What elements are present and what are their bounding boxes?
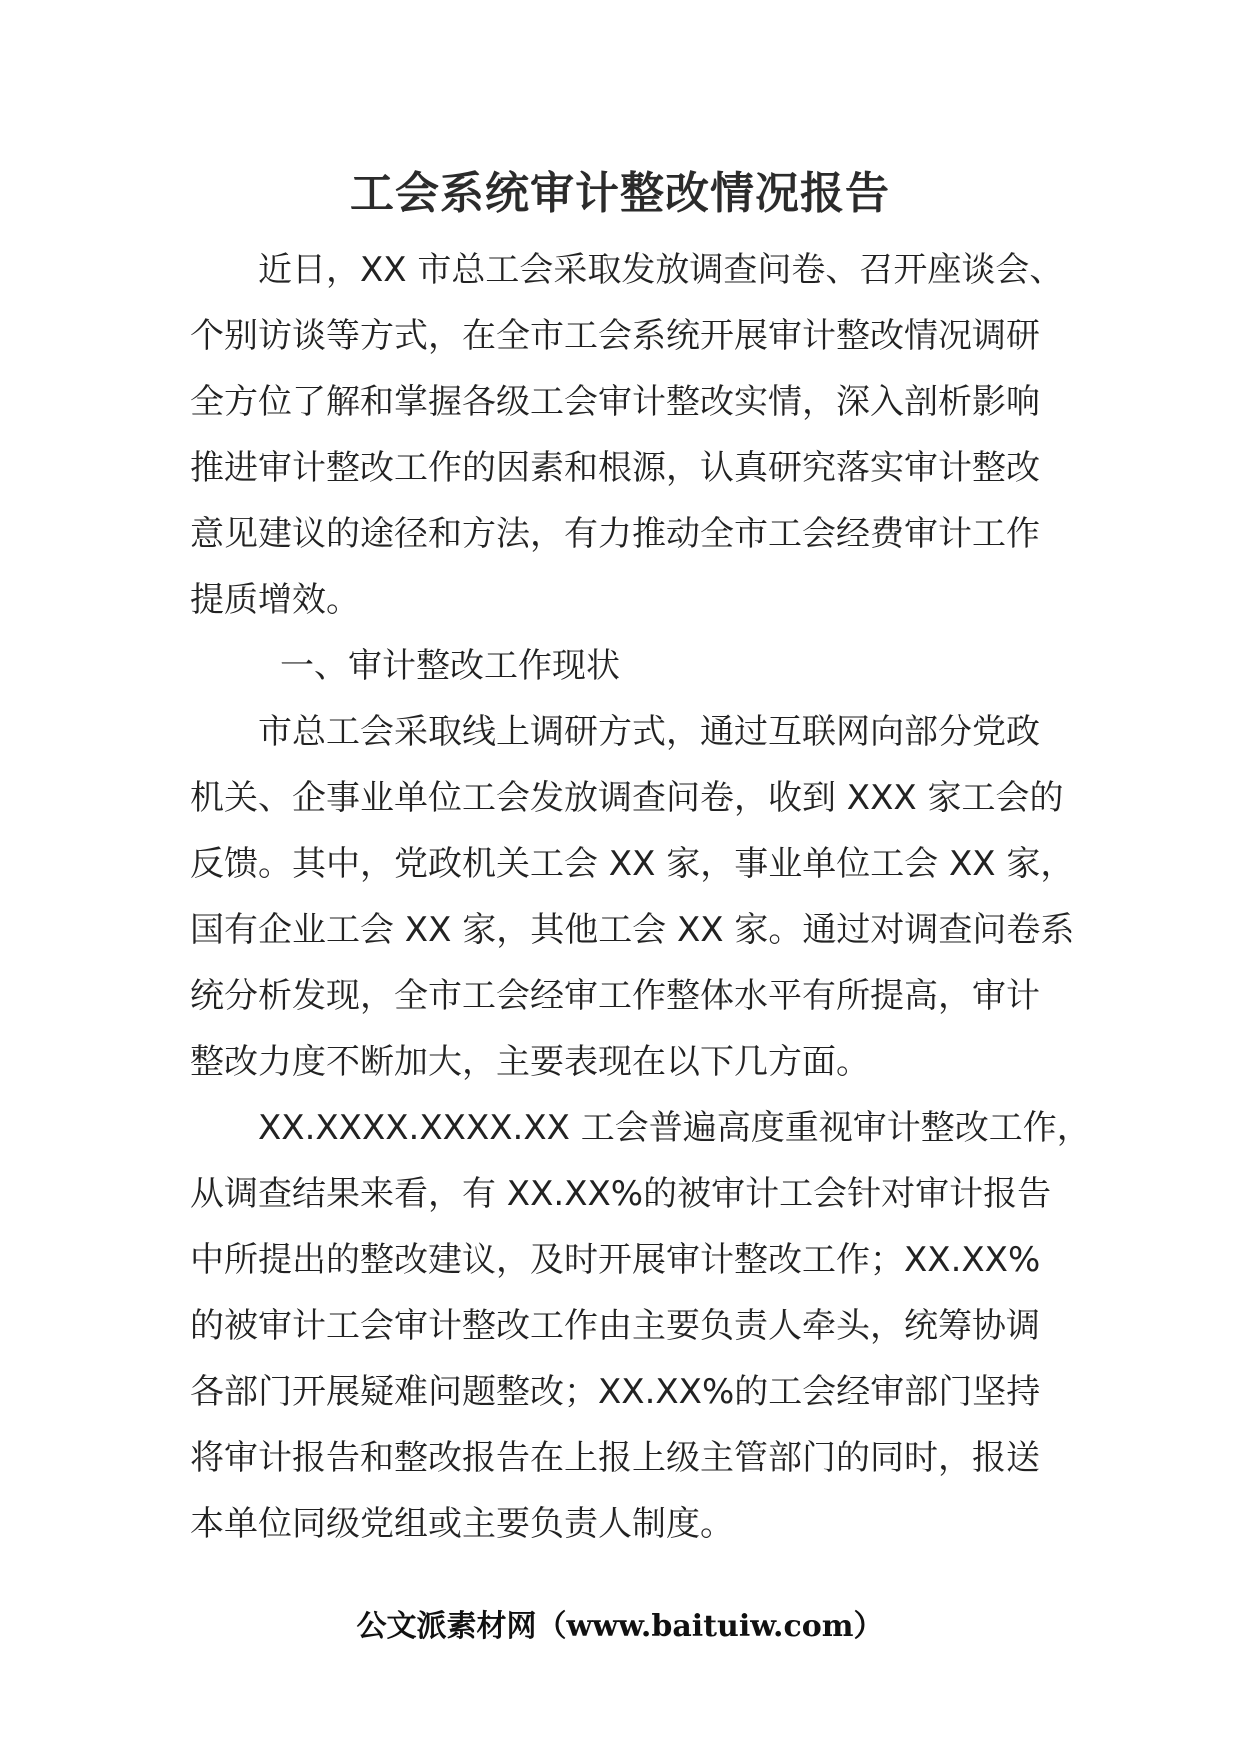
paragraph-line: 全方位了解和掌握各级工会审计整改实情，深入剖析影响 — [190, 382, 1040, 422]
paragraph-line: 统分析发现，全市工会经审工作整体水平有所提高，审计 — [190, 976, 1040, 1016]
document-title: 工会系统审计整改情况报告 — [350, 168, 890, 219]
paragraph-line: 个别访谈等方式，在全市工会系统开展审计整改情况调研 — [190, 316, 1040, 356]
paragraph-line: 近日，XX 市总工会采取发放调查问卷、召开座谈会、 — [258, 250, 1064, 290]
paragraph-line: 机关、企事业单位工会发放调查问卷，收到 XXX 家工会的 — [190, 778, 1064, 818]
paragraph-line: 推进审计整改工作的因素和根源，认真研究落实审计整改 — [190, 448, 1040, 488]
section-heading: 一、审计整改工作现状 — [280, 646, 620, 686]
document-body — [190, 237, 1091, 1557]
paragraph-line: 意见建议的途径和方法，有力推动全市工会经费审计工作 — [190, 514, 1040, 554]
paragraph-line: 提质增效。 — [190, 580, 360, 620]
paragraph-line: 各部门开展疑难问题整改；XX.XX%的工会经审部门坚持 — [190, 1372, 1041, 1412]
paragraph-line: 从调查结果来看，有 XX.XX%的被审计工会针对审计报告 — [190, 1174, 1052, 1214]
paragraph-line: 的被审计工会审计整改工作由主要负责人牵头，统筹协调 — [190, 1306, 1040, 1346]
paragraph-line: 中所提出的整改建议，及时开展审计整改工作；XX.XX% — [190, 1240, 1041, 1280]
paragraph-line: XX.XXXX.XXXX.XX 工会普遍高度重视审计整改工作， — [258, 1108, 1091, 1148]
paragraph-line: 国有企业工会 XX 家，其他工会 XX 家。通过对调查问卷系 — [190, 910, 1075, 950]
paragraph-line: 整改力度不断加大，主要表现在以下几方面。 — [190, 1042, 870, 1082]
paragraph-line: 将审计报告和整改报告在上报上级主管部门的同时，报送 — [190, 1438, 1040, 1478]
footer-watermark: 公文派素材网（www.baituiw.com） — [356, 1609, 884, 1644]
paragraph-line: 反馈。其中，党政机关工会 XX 家，事业单位工会 XX 家， — [190, 844, 1075, 884]
paragraph-line: 市总工会采取线上调研方式，通过互联网向部分党政 — [258, 712, 1040, 752]
paragraph-line: 本单位同级党组或主要负责人制度。 — [190, 1504, 734, 1544]
